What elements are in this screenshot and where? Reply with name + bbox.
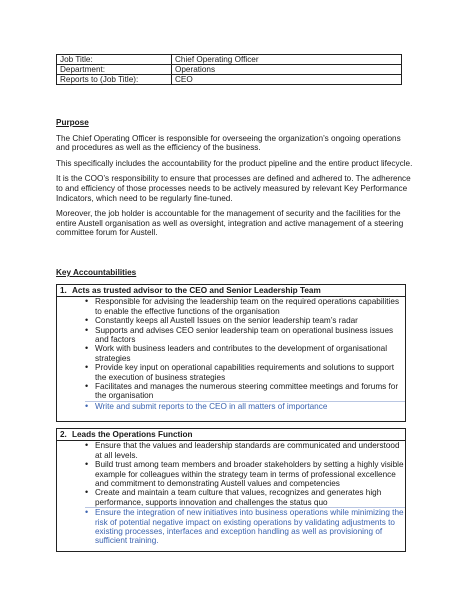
info-label: Reports to (Job Title):: [57, 75, 172, 85]
accountability-item: [85, 441, 405, 460]
accountability-item-text: Supports and advises CEO senior leadership team on operational business issues and factors: [95, 325, 394, 345]
bullet-icon: •: [85, 507, 89, 518]
bullet-icon: •: [85, 362, 89, 373]
info-row: [57, 75, 402, 85]
purpose-paragraph: The Chief Operating Officer is responsible for overseeing the organization’s ongoing operations and procedures as well as the efficiency of the business.: [56, 133, 401, 153]
accountability-item-text: Responsible for advising the leadership team on the required operations capabilities to enable the effective functions of the organisation: [95, 297, 400, 316]
accountability-list: [57, 441, 405, 545]
accountability-number: 1.: [60, 286, 67, 295]
bullet-icon: •: [85, 343, 89, 354]
purpose-paragraph: It is the COO’s responsibility to ensure that processes are defined and adhered to. The adherence to and efficiency of those processes needs to be actively measured by relevant Key Performance Indicators, which need to be regularly fine-tuned.: [56, 174, 411, 203]
accountability-item-text: Build trust among team members and broader stakeholders by setting a highly visible example for colleagues within the strategy team in terms of professional excellence and commitment to demonstrating Austell values and competencies: [95, 460, 404, 489]
accountability-heading-text: Leads the Operations Function: [72, 430, 193, 439]
purpose-paragraph: Moreover, the job holder is accountable for the management of security and the facilities for the entire Austell organisation as well as oversight, integration and active management of a steering committee forum for Austell.: [56, 209, 404, 238]
purpose-title: Purpose: [56, 118, 89, 127]
info-value: CEO: [172, 75, 402, 85]
bullet-icon: •: [85, 459, 89, 470]
purpose-section: [56, 118, 416, 244]
accountability-item: [85, 344, 405, 363]
job-info-table: [56, 54, 402, 85]
bullet-icon: •: [85, 487, 89, 498]
accountability-item: [85, 382, 405, 401]
accountability-item-text: Ensure that the values and leadership standards are communicated and understood at all levels.: [95, 441, 400, 460]
accountability-item-text: Constantly keeps all Austell Issues on the senior leadership team’s radar: [95, 316, 358, 326]
accountability-item: [85, 460, 405, 488]
accountability-heading: [57, 429, 405, 441]
accountability-heading-text: Acts as trusted advisor to the CEO and Senior Leadership Team: [72, 286, 321, 295]
accountability-box-2: [56, 428, 406, 552]
bullet-icon: •: [85, 440, 89, 451]
accountability-heading: [57, 285, 405, 297]
accountability-item-text: Facilitates and manages the numerous steering committee meetings and forums for the organisation: [95, 382, 399, 401]
accountability-item: [85, 297, 405, 316]
info-value: Operations: [172, 65, 402, 75]
bullet-icon: •: [85, 315, 89, 326]
accountability-item: [85, 507, 405, 546]
accountability-item: [85, 326, 405, 345]
bullet-icon: •: [85, 324, 89, 335]
info-value: Chief Operating Officer: [172, 55, 402, 65]
accountability-item: [85, 316, 405, 325]
info-row: [57, 65, 402, 75]
accountability-item-text: Work with business leaders and contributes to the development of organisational strategies: [95, 344, 388, 363]
accountability-item: [85, 488, 405, 507]
info-label: Department:: [57, 65, 172, 75]
bullet-icon: •: [85, 296, 89, 307]
accountability-item-text: Write and submit reports to the CEO in all matters of importance: [95, 401, 328, 411]
accountability-item-text: Provide key input on operational capabilities requirements and solutions to support the execution of business strategies: [95, 363, 395, 382]
accountability-item: [85, 401, 405, 411]
info-label: Job Title:: [57, 55, 172, 65]
accountability-item-text: Create and maintain a team culture that values, recognizes and generates high performance, supports innovation and challenges the status quo: [95, 488, 382, 507]
accountability-number: 2.: [60, 430, 67, 439]
bullet-icon: •: [85, 381, 89, 392]
purpose-paragraph: This specifically includes the accountability for the product pipeline and the entire product lifecycle.: [56, 158, 413, 168]
accountability-box-1: [56, 284, 406, 422]
accountability-item: [85, 363, 405, 382]
key-accountabilities-title: Key Accountabilities: [56, 268, 137, 277]
accountability-list: [57, 297, 405, 411]
info-row: [57, 55, 402, 65]
accountability-item-text: Ensure the integration of new initiatives into business operations while minimizing the risk of potential negative impact on existing operations by validating adjustments to existing processes, interfaces and exception handling as well as provisioning of sufficient training.: [95, 508, 404, 546]
bullet-icon: •: [85, 400, 89, 411]
